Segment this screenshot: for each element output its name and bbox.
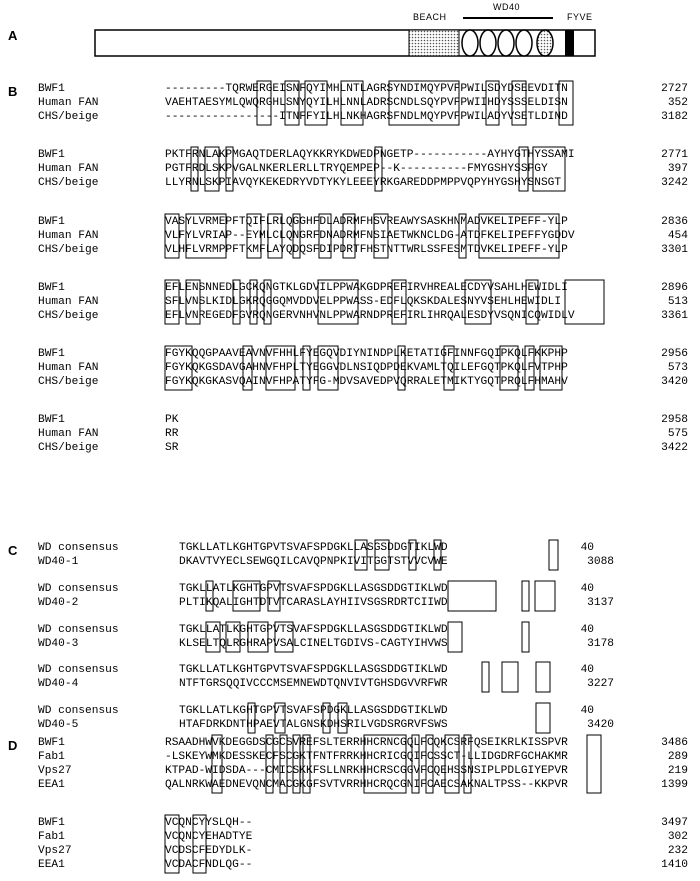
seq-name: Fab1 (38, 831, 65, 843)
seq-name: WD consensus (38, 705, 119, 717)
seq-row: HTAFDRKDNTHPAEVTALGNSKDHSRILVGDSRGRVFSWS (179, 719, 448, 731)
seq-name: CHS/beige (38, 376, 99, 388)
seq-position: 2836 (661, 216, 688, 228)
seq-name: Vps27 (38, 845, 72, 857)
seq-name: CHS/beige (38, 244, 99, 256)
seq-position: 3497 (661, 817, 688, 829)
seq-row: FGYKQKGSDAVGAHNVFHPLTYEGGVDLNSIQDPDEKVAMLTQILEFGQTPKQLFVTPHP (165, 362, 568, 374)
seq-name: WD40-5 (38, 719, 79, 731)
seq-name: WD40-2 (38, 597, 79, 609)
seq-position: 40 (580, 664, 594, 676)
seq-name: EEA1 (38, 859, 65, 871)
conserved-box (587, 735, 601, 793)
seq-position: 3420 (587, 719, 614, 731)
seq-row: TGKLLATLKGHTGPVTSVAFSPDGKLLASGSDDGTIKLWD (179, 542, 448, 554)
seq-position: 3242 (661, 177, 688, 189)
seq-name: Human FAN (38, 362, 99, 374)
seq-position: 40 (580, 542, 594, 554)
seq-name: BWF1 (38, 348, 65, 360)
seq-name: WD40-4 (38, 678, 79, 690)
seq-row: VLHFLVRMPPFTKMFLAYQDQSFDIPDRTFHSTNTTWRLSSFESMTDVKELIPEFF-YLP (165, 244, 568, 256)
seq-name: Human FAN (38, 296, 99, 308)
seq-row: VCDSCFEDYDLK- (165, 845, 253, 857)
seq-name: EEA1 (38, 779, 65, 791)
seq-row: SFLVNSLKIDLGKRQGGQMVDDVELPPWASS-EDFLQKSKDALESNYVSEHLHEWIDLI (165, 296, 562, 308)
seq-name: CHS/beige (38, 442, 99, 454)
panel-label-d: D (8, 738, 18, 753)
seq-position: 454 (667, 230, 688, 242)
seq-position: 2956 (661, 348, 688, 360)
seq-position: 302 (667, 831, 688, 843)
seq-name: BWF1 (38, 817, 65, 829)
seq-position: 40 (580, 624, 594, 636)
seq-row: VCDACFNDLQG-- (165, 859, 253, 871)
seq-row: PK (165, 414, 179, 426)
seq-name: Vps27 (38, 765, 72, 777)
conserved-box (448, 581, 496, 611)
seq-position: 2896 (661, 282, 688, 294)
seq-row: DKAVTVYECLSEWGQILCAVQPNPKIVITGGTSTVVCVWE (179, 556, 448, 568)
seq-position: 352 (667, 97, 688, 109)
seq-name: CHS/beige (38, 177, 99, 189)
seq-row: LLYRNLSKPIAVQYKEKEDRYVDTYKYLEEEYRKGAREDDPMPPVQPYHYGSHYSNSGT (165, 177, 562, 189)
seq-row: ---------TQRWERGEISNFQYIMHLNTLAGRSYNDIMQYPVFPWILSDYDSEEVDITN (165, 83, 568, 95)
seq-name: Human FAN (38, 230, 99, 242)
wd40-repeat-3 (498, 30, 514, 56)
seq-position: 1399 (661, 779, 688, 791)
seq-name: BWF1 (38, 216, 65, 228)
seq-row: RR (165, 428, 179, 440)
seq-row: VLFYLVRIAP--EYMLCLQNGRFDNADRMFNSIAETWKNCLDG-ATDFKELIPEFFYGDDV (165, 230, 575, 242)
seq-row: VCQNCYEHADTYE (165, 831, 253, 843)
seq-position: 289 (667, 751, 688, 763)
conserved-box (502, 662, 518, 692)
seq-name: BWF1 (38, 149, 65, 161)
seq-name: CHS/beige (38, 310, 99, 322)
seq-row: FGYKQQGPAAVEAVNVFHHLFYEGQVDIYNINDPLKETATIGFINNFGQIPKQLFKKPHP (165, 348, 568, 360)
seq-position: 573 (667, 362, 688, 374)
seq-name: WD40-1 (38, 556, 79, 568)
seq-name: CHS/beige (38, 111, 99, 123)
seq-row: RSAADHWVKDEGGDSCGCSVREFSLTERRHHCRNCGQLFCQKCSRFQSEIKRLKISSPVR (165, 737, 568, 749)
seq-position: 1410 (661, 859, 688, 871)
fyve-domain (565, 30, 574, 56)
conserved-box (482, 662, 489, 692)
wd40-repeat-4 (516, 30, 532, 56)
seq-name: Human FAN (38, 428, 99, 440)
seq-position: 232 (667, 845, 688, 857)
seq-row: TGKLLATLKGHTGPVTSVAFSPDGKLLASGSDDGTIKLWD (179, 583, 448, 595)
wd40-domain-label: WD40 (493, 2, 521, 12)
seq-position: 2958 (661, 414, 688, 426)
seq-name: WD consensus (38, 583, 119, 595)
wd40-repeat-1 (462, 30, 478, 56)
seq-position: 3420 (661, 376, 688, 388)
seq-position: 3088 (587, 556, 614, 568)
seq-position: 40 (580, 705, 594, 717)
seq-row: KLSELTQLRGHRAPVSALCINELTGDIVS-CAGTYIHVWS (179, 638, 448, 650)
seq-name: Fab1 (38, 751, 65, 763)
seq-position: 219 (667, 765, 688, 777)
seq-position: 3182 (661, 111, 688, 123)
conserved-box (448, 622, 462, 652)
wd40-repeat-2 (480, 30, 496, 56)
seq-row: SR (165, 442, 179, 454)
fyve-domain-label: FYVE (567, 12, 593, 22)
seq-row: PGTFRDLSKPVGALNKERLERLLTRYQEMPEP--K----------FMYGSHYSSPGY (165, 163, 548, 175)
seq-position: 397 (667, 163, 688, 175)
seq-row: TGKLLATLKGHTGPVTSVAFSPDGKLLASGSDDGTIKLWD (179, 664, 448, 676)
wd40-repeat-5 (537, 30, 553, 56)
seq-name: Human FAN (38, 97, 99, 109)
seq-row: TGKLLATLKGHTGPVTSVAFSPDGKLLASGSDDGTIKLWD (179, 705, 448, 717)
conserved-box (522, 622, 529, 652)
beach-domain (409, 30, 459, 56)
seq-position: 2771 (661, 149, 688, 161)
seq-name: WD40-3 (38, 638, 79, 650)
conserved-box (522, 581, 529, 611)
seq-row: EFLVNREGEDFGVRQNGERVNHVNLPPWARNDPREFIRLIHRQALESDYVSQNICQWIDLV (165, 310, 575, 322)
seq-position: 3301 (661, 244, 688, 256)
seq-name: BWF1 (38, 282, 65, 294)
beach-domain-label: BEACH (413, 12, 447, 22)
panel-label-b: B (8, 84, 18, 99)
seq-name: WD consensus (38, 542, 119, 554)
seq-row: TGKLLATLKGHTGPVTSVAFSPDGKLLASGSDDGTIKLWD (179, 624, 448, 636)
seq-name: BWF1 (38, 83, 65, 95)
seq-position: 3486 (661, 737, 688, 749)
seq-row: KTPAD-WIDSDA---CMICSKKFSLLNRKHHCRSCGGVFCQEHSSNSIPLPDLGIYEPVR (165, 765, 568, 777)
seq-name: BWF1 (38, 414, 65, 426)
seq-position: 513 (667, 296, 688, 308)
domain-diagram (0, 0, 700, 70)
seq-position: 3361 (661, 310, 688, 322)
seq-position: 3178 (587, 638, 614, 650)
seq-row: QALNRKWAEDNEVQNCMACGKGFSVTVRRHHCRQCGNIFCAECSAKNALTPSS--KKPVR (165, 779, 568, 791)
seq-name: WD consensus (38, 624, 119, 636)
panel-label-a: A (8, 28, 18, 43)
seq-row: VASYLVRMEPFTQIFLRLQGGHFDLADRMFHSVREAWYSASKHNMADVKELIPEFF-YLP (165, 216, 568, 228)
panel-label-c: C (8, 543, 18, 558)
seq-position: 40 (580, 583, 594, 595)
seq-row: PLTIKQALIGHTDTVTCARASLAYHIIVSGSRDRTCIIWD (179, 597, 448, 609)
seq-row: NTFTGRSQQIVCCCMSEMNEWDTQNVIVTGHSDGVVRFWR (179, 678, 448, 690)
seq-name: BWF1 (38, 737, 65, 749)
seq-row: PKTFRNLAKPMGAQTDERLAQYKKRYKDWEDPNGETP-----------AYHYGTHYSSAMI (165, 149, 575, 161)
seq-name: WD consensus (38, 664, 119, 676)
seq-row: FGYKQKGKASVQAINVFHPATYFG-MDVSAVEDPVQRRALETMIKTYGQTPRQLFHMAHV (165, 376, 568, 388)
seq-row: EFLENSNNEDLGCKQNGTKLGDVILPPWAKGDPREFIRVHREALECDYVSAHLHEWIDLI (165, 282, 568, 294)
seq-position: 3227 (587, 678, 614, 690)
seq-row: -LSKEYWMKDESSKECFSCGKTFNTFRRKHHCRICGQIFCSSCT-LLIDGDRFGCHAKMR (165, 751, 568, 763)
seq-position: 3137 (587, 597, 614, 609)
seq-position: 575 (667, 428, 688, 440)
seq-position: 2727 (661, 83, 688, 95)
seq-row: -----------------ITNFFYILHLNKHAGRSFNDLMQYPVFPWILADYVSETLDIND (165, 111, 568, 123)
seq-name: Human FAN (38, 163, 99, 175)
seq-position: 3422 (661, 442, 688, 454)
seq-row: VAEHTAESYMLQWQRGHLSNYQYILHLNNLADRSCNDLSQYPVFPWIIHDYSSSELDISN (165, 97, 568, 109)
seq-row: VCQNCYYSLQH-- (165, 817, 253, 829)
